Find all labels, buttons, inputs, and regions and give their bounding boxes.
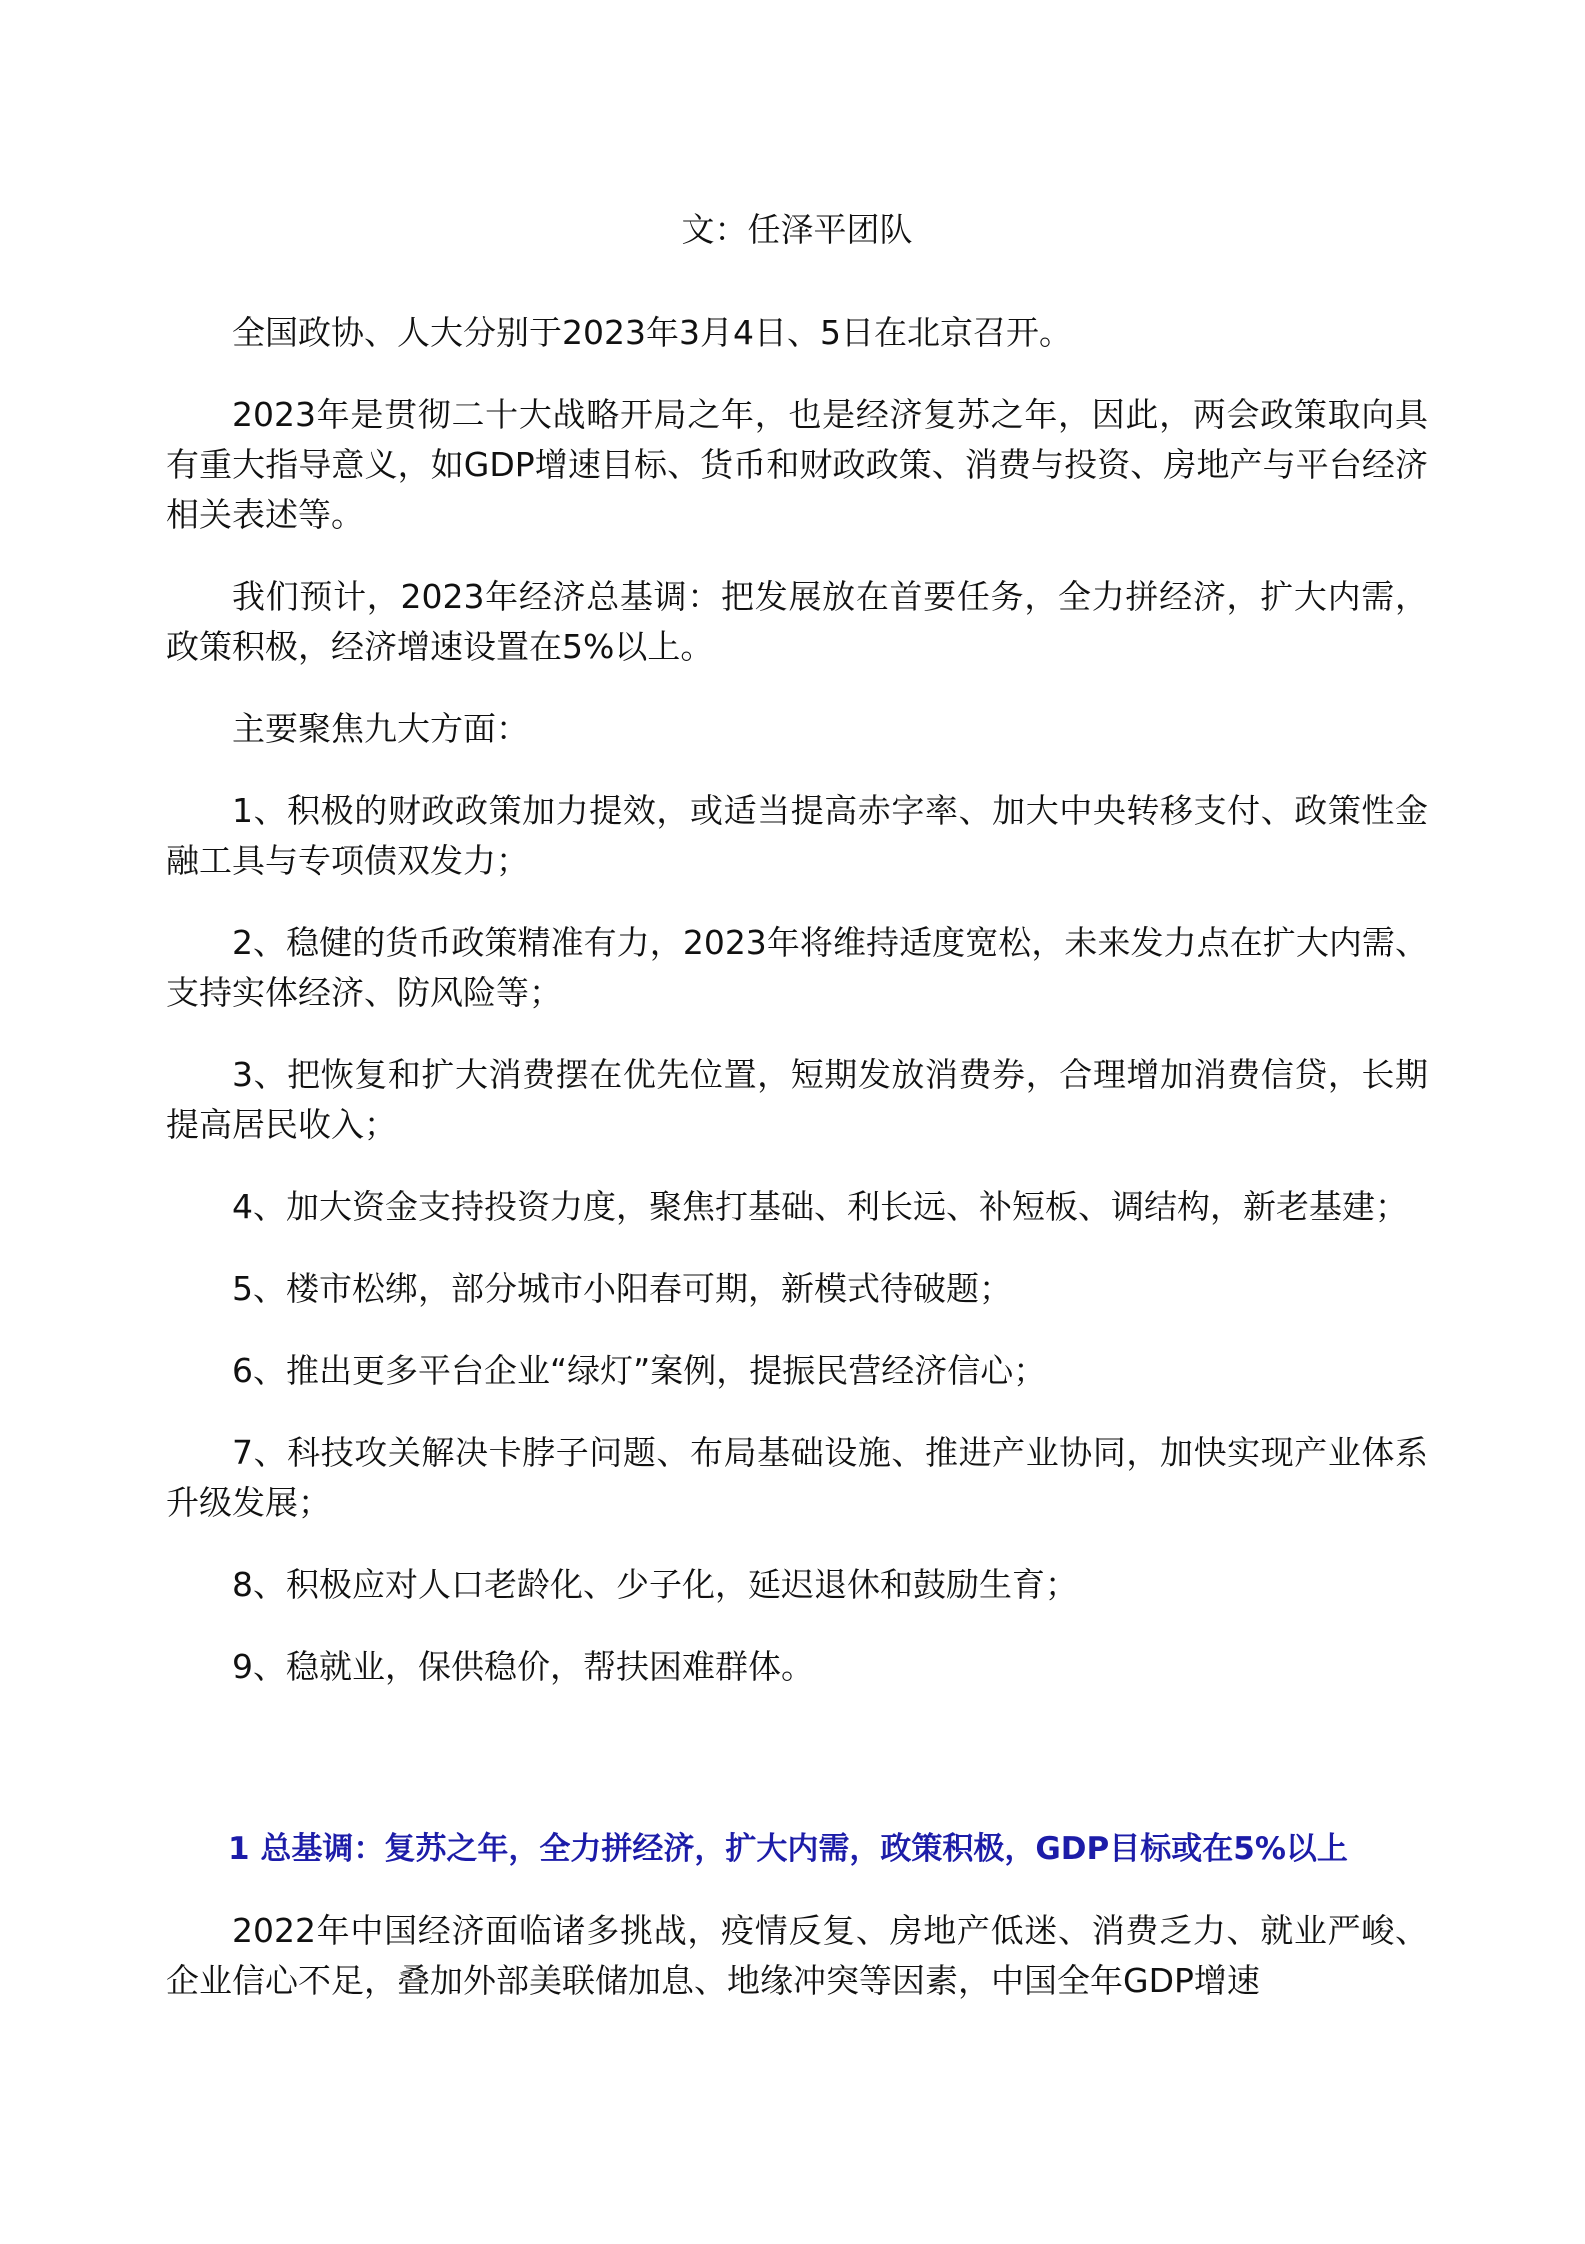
paragraph-focus-intro: 主要聚焦九大方面： (232, 709, 529, 748)
list-item-9: 9、稳就业，保供稳价，帮扶困难群体。 (232, 1647, 814, 1686)
section-paragraph: 2022年中国经济面临诸多挑战，疫情反复、房地产低迷、消费乏力、就业严峻、企业信心不足，叠加外部美联储加息、地缘冲突等因素，中国全年GDP增速 (166, 1911, 1428, 2000)
paragraph-significance: 2023年是贯彻二十大战略开局之年，也是经济复苏之年，因此，两会政策取向具有重大指导意义，如GDP增速目标、货币和财政政策、消费与投资、房地产与平台经济相关表述等。 (166, 395, 1428, 534)
list-item-7: 7、科技攻关解决卡脖子问题、布局基础设施、推进产业协同，加快实现产业体系升级发展； (166, 1433, 1428, 1522)
document-page (166, 205, 1428, 2038)
section-heading: 1 总基调：复苏之年，全力拼经济，扩大内需，政策积极，GDP目标或在5%以上 (228, 1831, 1348, 1867)
list-item-2: 2、稳健的货币政策精准有力，2023年将维持适度宽松，未来发力点在扩大内需、支持实体经济、防风险等； (166, 923, 1428, 1012)
list-item-1: 1、积极的财政政策加力提效，或适当提高赤字率、加大中央转移支付、政策性金融工具与专项债双发力； (166, 791, 1428, 880)
list-item-6: 6、推出更多平台企业“绿灯”案例，提振民营经济信心； (232, 1351, 1047, 1390)
paragraph-forecast: 我们预计，2023年经济总基调：把发展放在首要任务，全力拼经济，扩大内需，政策积极，经济增速设置在5%以上。 (166, 577, 1428, 666)
list-item-4: 4、加大资金支持投资力度，聚焦打基础、利长远、补短板、调结构，新老基建； (232, 1187, 1408, 1226)
author-line: 文：任泽平团队 (681, 210, 913, 249)
list-item-5: 5、楼市松绑，部分城市小阳春可期，新模式待破题； (232, 1269, 1012, 1308)
paragraph-intro: 全国政协、人大分别于2023年3月4日、5日在北京召开。 (232, 313, 1072, 352)
list-item-3: 3、把恢复和扩大消费摆在优先位置，短期发放消费券，合理增加消费信贷，长期提高居民收入； (166, 1055, 1428, 1144)
list-item-8: 8、积极应对人口老龄化、少子化，延迟退休和鼓励生育； (232, 1565, 1078, 1604)
